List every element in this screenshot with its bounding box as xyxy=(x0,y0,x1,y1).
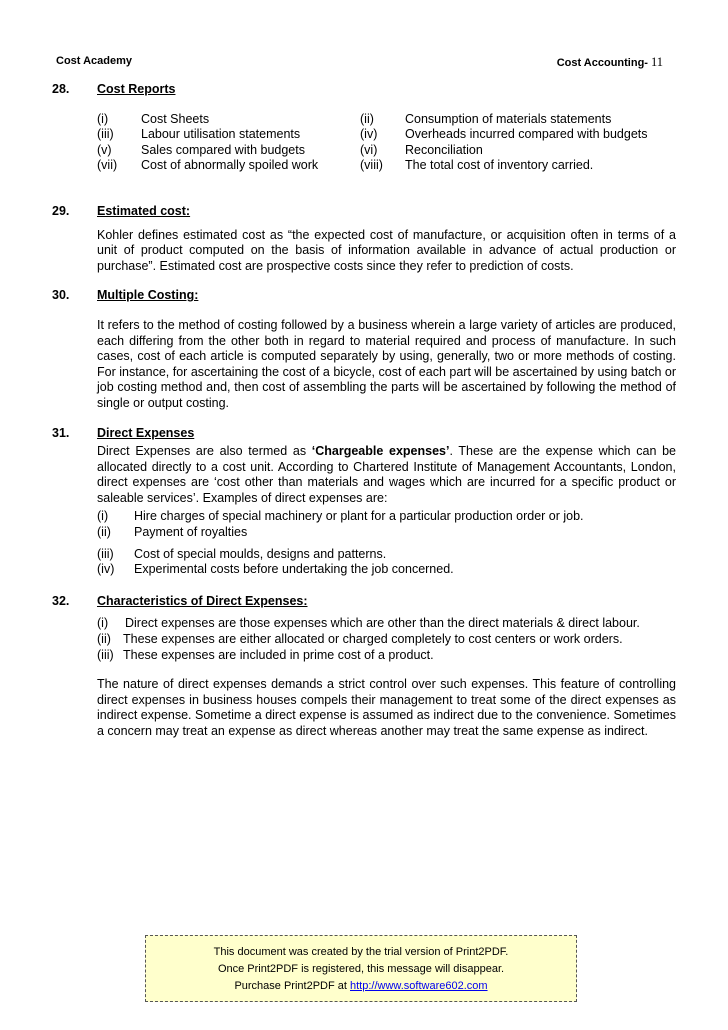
item-text: Payment of royalties xyxy=(134,525,248,540)
item-text: The total cost of inventory carried. xyxy=(405,158,594,173)
software602-link[interactable]: http://www.software602.com xyxy=(350,980,488,992)
page-number: 11 xyxy=(650,55,663,69)
item-text: Labour utilisation statements xyxy=(141,127,301,142)
direct-expenses-list xyxy=(97,509,676,577)
trial-notice-line: This document was created by the trial version of Print2PDF. xyxy=(213,946,509,958)
paragraph: The nature of direct expenses demands a strict control over such expenses. This feature of controlling direct expenses in business houses compels their management to treat some of the direct expenses as indirect expense. Sometime a direct expense is assumed as indirect due to the convenience. Sometimes a concern may treat an expense as direct whereas another may treat the same expense as indirect. xyxy=(97,677,676,738)
section-number: 32. xyxy=(52,593,70,608)
characteristics-list xyxy=(97,616,676,663)
section-29-heading xyxy=(52,204,676,220)
item-text: Cost Sheets xyxy=(141,111,210,126)
item-text: Direct expenses are those expenses which are other than the direct materials & direct labour. xyxy=(125,616,640,631)
list-item xyxy=(97,648,676,664)
section-28 xyxy=(52,82,676,174)
text-run: . These are the expense which can be allocated directly to a cost unit. According to Chartered Institute of Management Accountants, London, direct expenses are ‘cost other than materials and wages which are incurred for a specific product or saleable services’. Examples of direct expenses are: xyxy=(97,444,676,505)
item-text: These expenses are either allocated or charged completely to cost centers or work orders. xyxy=(123,632,623,647)
section-title: Cost Reports xyxy=(97,82,176,96)
item-number: (i) xyxy=(97,509,109,524)
item-text: Reconciliation xyxy=(405,142,483,157)
item-text: Overheads incurred compared with budgets xyxy=(405,127,648,142)
section-title: Multiple Costing: xyxy=(97,288,199,303)
list-row xyxy=(97,143,648,159)
item-number: (i) xyxy=(97,616,109,631)
section-28-heading xyxy=(52,82,676,98)
header-left: Cost Academy xyxy=(56,55,133,67)
section-30-heading xyxy=(52,288,676,304)
list-item xyxy=(97,525,676,541)
section-31 xyxy=(52,426,676,578)
item-number: (iv) xyxy=(97,562,115,577)
section-32 xyxy=(52,594,676,740)
section-title: Direct Expenses xyxy=(97,425,195,440)
item-text: Cost of special moulds, designs and patterns. xyxy=(134,546,387,561)
item-number: (iii) xyxy=(97,127,114,142)
trial-notice-line xyxy=(146,978,576,995)
item-text: Experimental costs before undertaking the job concerned. xyxy=(134,562,454,577)
trial-notice-text: Purchase Print2PDF at xyxy=(234,980,350,992)
item-text: Sales compared with budgets xyxy=(141,142,305,157)
section-title: Estimated cost: xyxy=(97,203,191,218)
cost-reports-list xyxy=(97,112,648,174)
item-text: Hire charges of special machinery or plant for a particular production order or job. xyxy=(134,509,584,524)
item-number: (i) xyxy=(97,111,109,126)
section-number: 31. xyxy=(52,425,70,440)
item-number: (ii) xyxy=(97,632,111,647)
trial-notice-box xyxy=(145,935,577,1002)
item-number: (ii) xyxy=(360,111,374,126)
item-number: (vi) xyxy=(360,142,378,157)
item-number: (iii) xyxy=(97,546,114,561)
paragraph: Kohler defines estimated cost as “the expected cost of manufacture, or acquisition often in terms of a unit of product computed on the basis of information available in advance of actual production or purchase”. Estimated cost are prospective costs since they refer to prediction of costs. xyxy=(97,227,676,273)
list-row xyxy=(97,158,648,174)
section-number: 29. xyxy=(52,203,70,218)
section-number: 30. xyxy=(52,288,70,303)
list-item xyxy=(97,632,676,648)
section-32-heading xyxy=(52,594,676,610)
item-number: (iii) xyxy=(97,647,114,662)
item-number: (ii) xyxy=(97,525,111,540)
item-text: Consumption of materials statements xyxy=(405,111,612,126)
item-number: (v) xyxy=(97,142,112,157)
trial-notice-line: Once Print2PDF is registered, this message will disappear. xyxy=(217,963,505,975)
bold-term: ‘Chargeable expenses’ xyxy=(311,444,450,459)
item-number: (viii) xyxy=(360,158,383,173)
item-number: (iv) xyxy=(360,127,378,142)
text-run: Direct Expenses are also termed as xyxy=(97,444,312,459)
section-31-heading xyxy=(52,426,676,442)
section-title: Characteristics of Direct Expenses: xyxy=(97,593,308,608)
item-text: Cost of abnormally spoiled work xyxy=(141,158,319,173)
section-29 xyxy=(52,204,676,274)
section-number: 28. xyxy=(52,82,70,96)
section-30 xyxy=(52,288,676,411)
list-row xyxy=(97,112,648,128)
list-item xyxy=(97,562,676,578)
paragraph xyxy=(97,444,676,506)
item-text: These expenses are included in prime cost of a product. xyxy=(123,647,434,662)
list-item xyxy=(97,547,676,563)
paragraph: It refers to the method of costing followed by a business wherein a large variety of articles are produced, each differing from the other both in regard to material required and process of manufacture. In such cases, cost of each article is computed separately by using, generally, two or more methods of costing. For instance, for ascertaining the cost of a bicycle, cost of each part will be ascertained by using batch or job costing method and, then cost of assembling the parts will be ascertained by following the method of single or output costing. xyxy=(97,317,676,410)
header-right xyxy=(557,55,663,70)
header-title: Cost Accounting- xyxy=(556,57,648,69)
list-item xyxy=(97,509,676,525)
list-item xyxy=(97,616,676,632)
item-number: (vii) xyxy=(97,158,118,173)
document-body xyxy=(52,82,676,754)
list-row xyxy=(97,127,648,143)
